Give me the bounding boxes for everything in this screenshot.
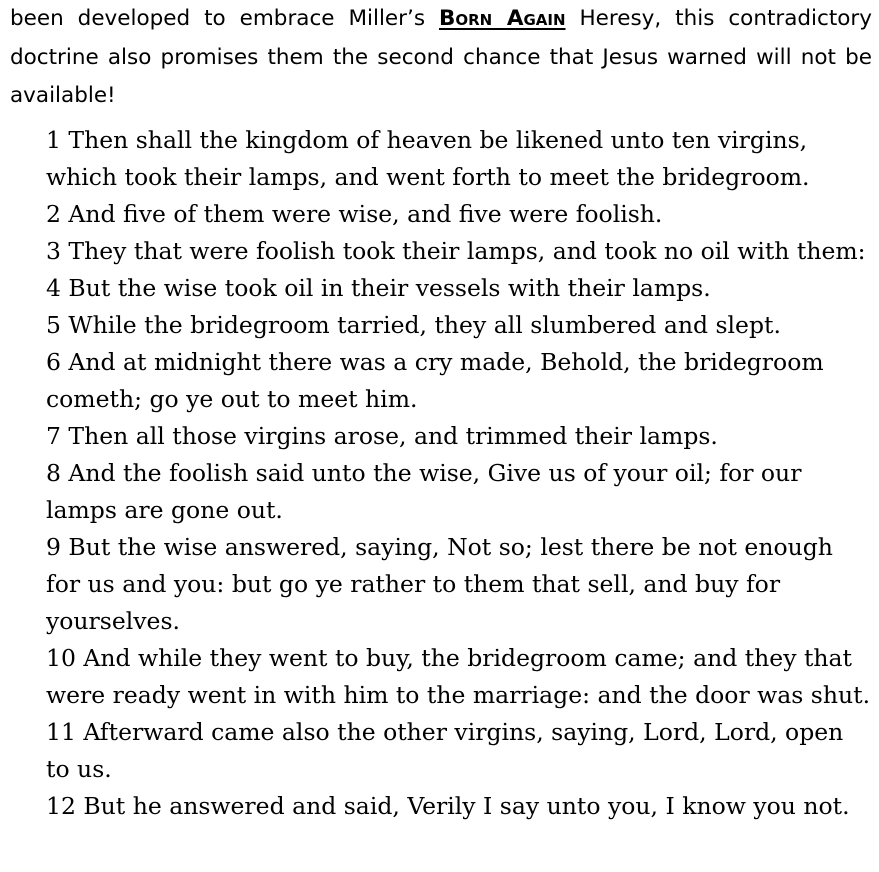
intro-text-before: been developed to embrace Miller’s [10, 6, 439, 31]
intro-text-after: Heresy, this contradictory doctrine also promises them the second chance that Jesus warned will not be available! [10, 6, 872, 108]
verse-6: 6 And at midnight there was a cry made, Behold, the bridegroom cometh; go ye out to meet him. [46, 348, 824, 413]
born-again-emphasis: Born Again [438, 6, 566, 31]
verse-4: 4 But the wise took oil in their vessels with their lamps. [46, 274, 711, 302]
scripture-verse-list [46, 122, 874, 825]
verse-12: 12 But he answered and said, Verily I say unto you, I know you not. [46, 792, 850, 820]
verse-9: 9 But the wise answered, saying, Not so; lest there be not enough for us and you: but go ye rather to them that sell, and buy for yourselves. [46, 533, 833, 635]
verse-3: 3 They that were foolish took their lamps, and took no oil with them: [46, 237, 866, 265]
verse-11: 11 Afterward came also the other virgins, saying, Lord, Lord, open to us. [46, 718, 844, 783]
verse-1: 1 Then shall the kingdom of heaven be likened unto ten virgins, which took their lamps, and went forth to meet the bridegroom. [46, 126, 810, 191]
verse-7: 7 Then all those virgins arose, and trimmed their lamps. [46, 422, 718, 450]
verse-5: 5 While the bridegroom tarried, they all slumbered and slept. [46, 311, 781, 339]
verse-2: 2 And five of them were wise, and five were foolish. [46, 200, 663, 228]
verse-10: 10 And while they went to buy, the bridegroom came; and they that were ready went in with him to the marriage: and the door was shut. [46, 644, 871, 709]
intro-paragraph [10, 0, 872, 116]
verse-8: 8 And the foolish said unto the wise, Give us of your oil; for our lamps are gone out. [46, 459, 802, 524]
